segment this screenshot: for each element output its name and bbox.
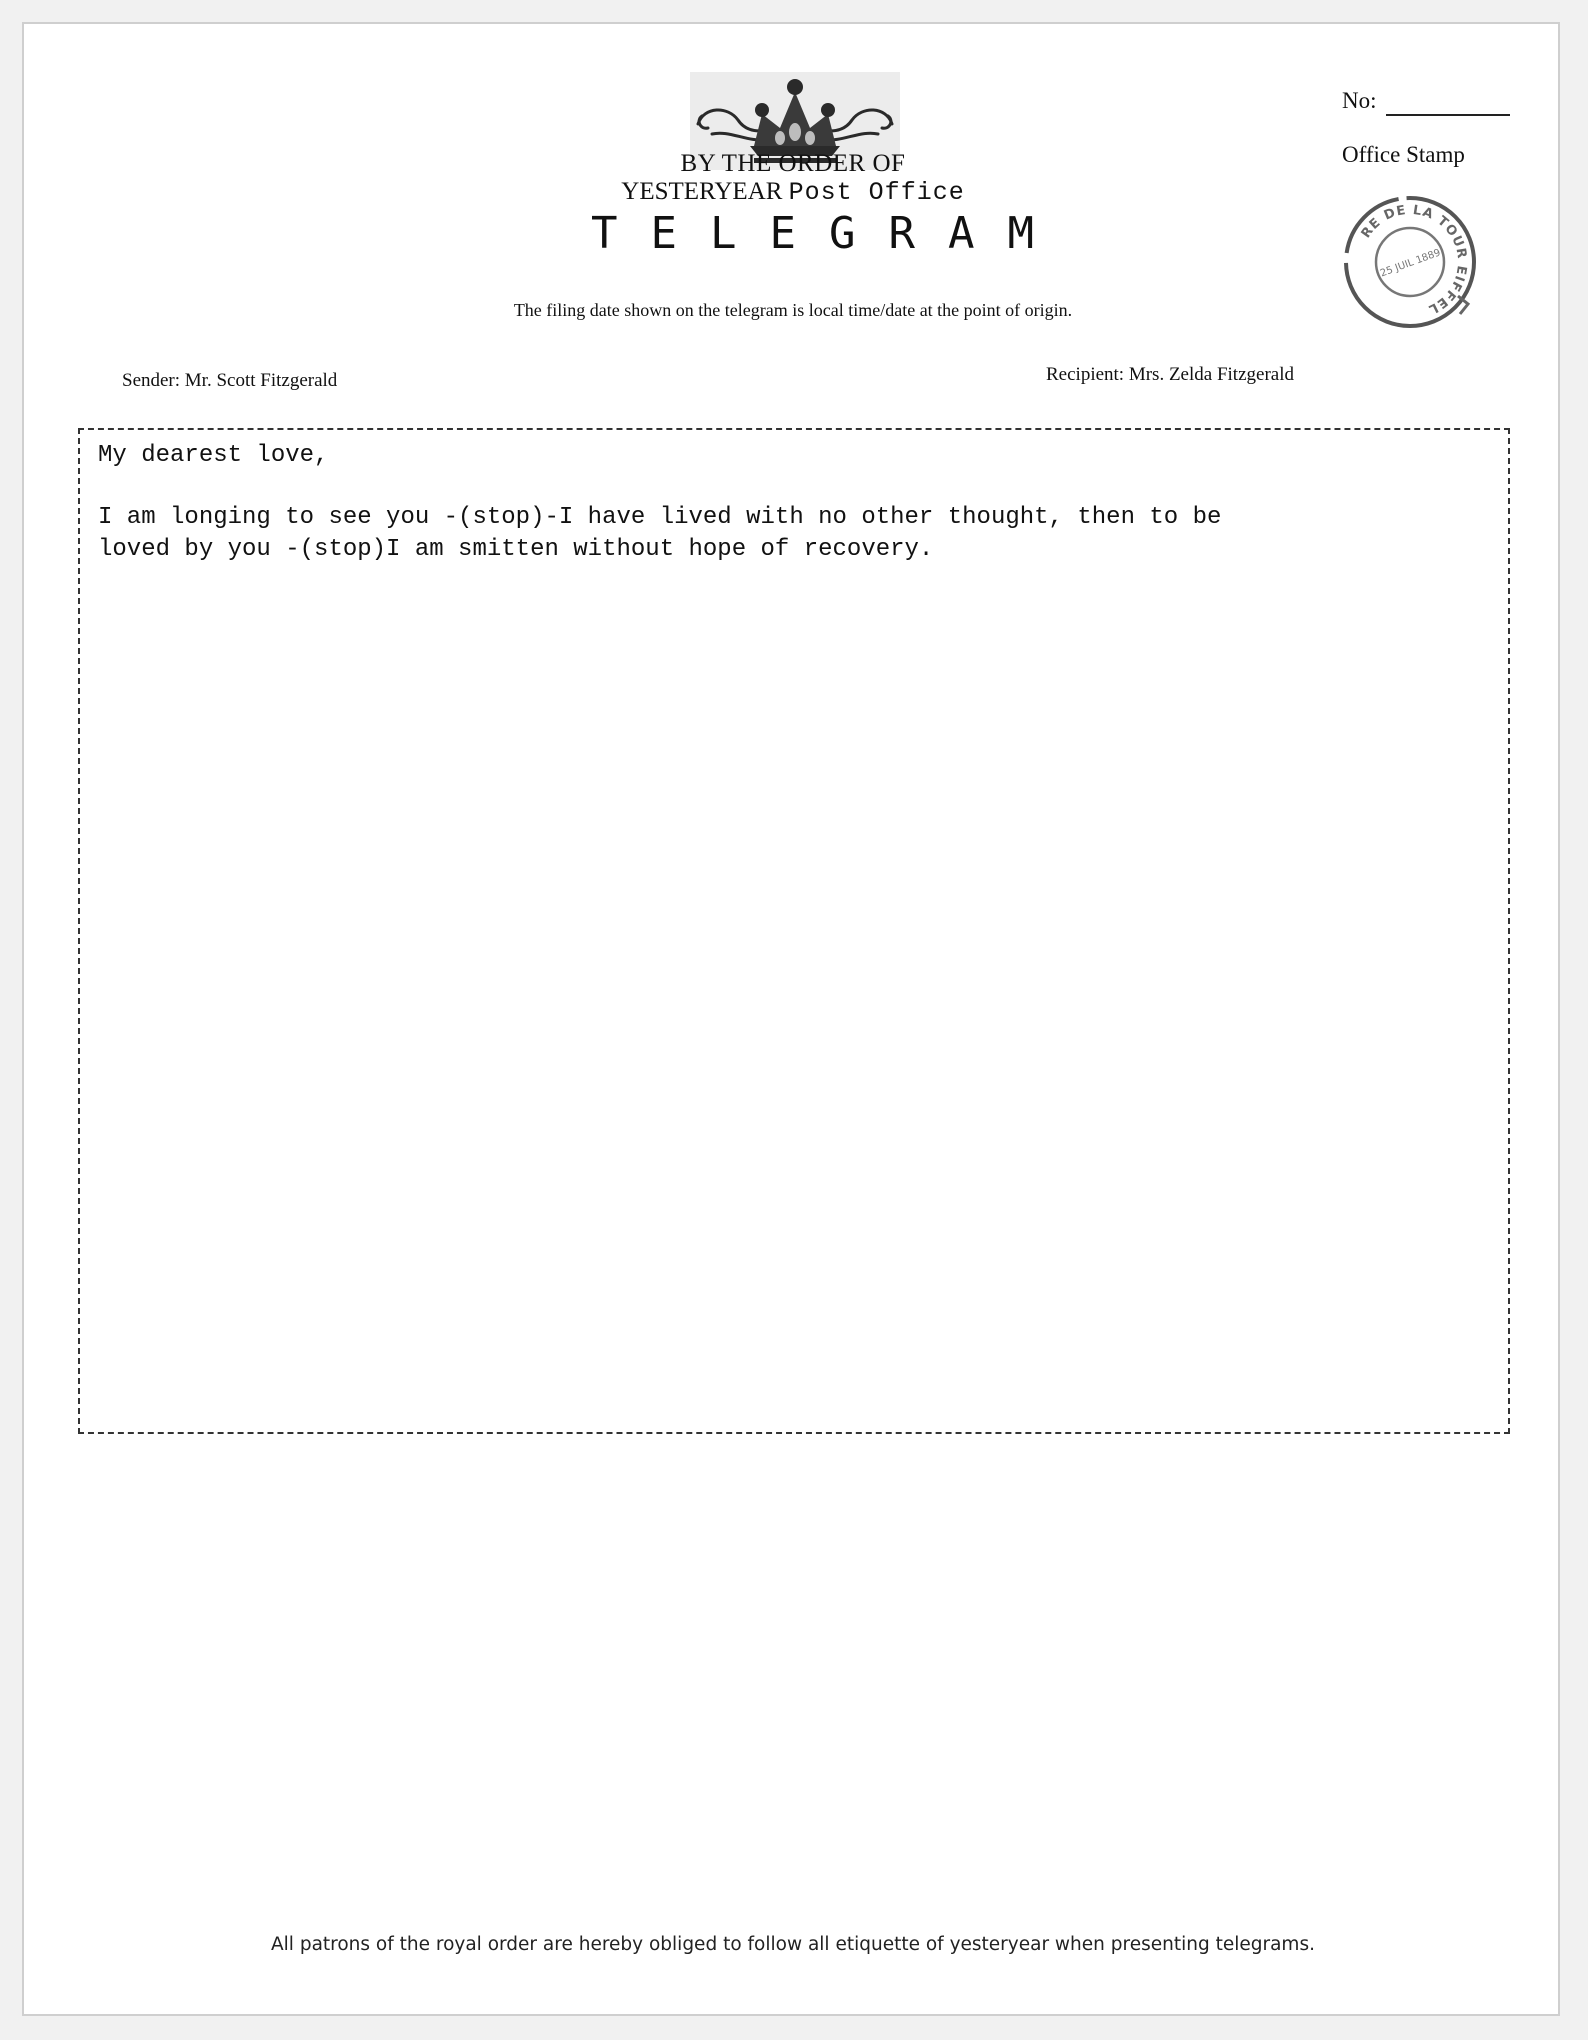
office-heading	[24, 178, 1562, 207]
stamp-ring-text: RE DE LA TOUR EIFFEL	[1358, 202, 1470, 317]
number-field-line[interactable]	[1386, 114, 1510, 116]
message-body: I am longing to see you -(stop)-I have lived with no other thought, then to be loved by you -(stop)I am smitten without hope of recovery.	[98, 504, 1222, 563]
sender-label: Sender: Mr. Scott Fitzgerald	[122, 370, 338, 391]
message-greeting: My dearest love,	[98, 442, 329, 469]
order-heading: BY THE ORDER OF	[680, 150, 906, 177]
office-heading-suffix: Post Office	[788, 178, 965, 207]
stamp-date: 25 JUIL 1889	[1378, 247, 1443, 280]
telegram-page	[22, 22, 1560, 2016]
message-box[interactable]	[78, 428, 1510, 1434]
page-title: TELEGRAM	[591, 208, 1067, 259]
footer-note: All patrons of the royal order are hereby obliged to follow all etiquette of yesteryear when presenting telegrams.	[271, 1934, 1315, 1955]
number-label: No:	[1342, 88, 1377, 113]
filing-note: The filing date shown on the telegram is local time/date at the point of origin.	[513, 300, 1073, 320]
office-heading-prefix: YESTERYEAR	[621, 178, 783, 205]
recipient-label: Recipient: Mrs. Zelda Fitzgerald	[1046, 364, 1294, 385]
office-stamp-label: Office Stamp	[1342, 142, 1465, 167]
postmark-stamp-icon	[1340, 192, 1480, 332]
